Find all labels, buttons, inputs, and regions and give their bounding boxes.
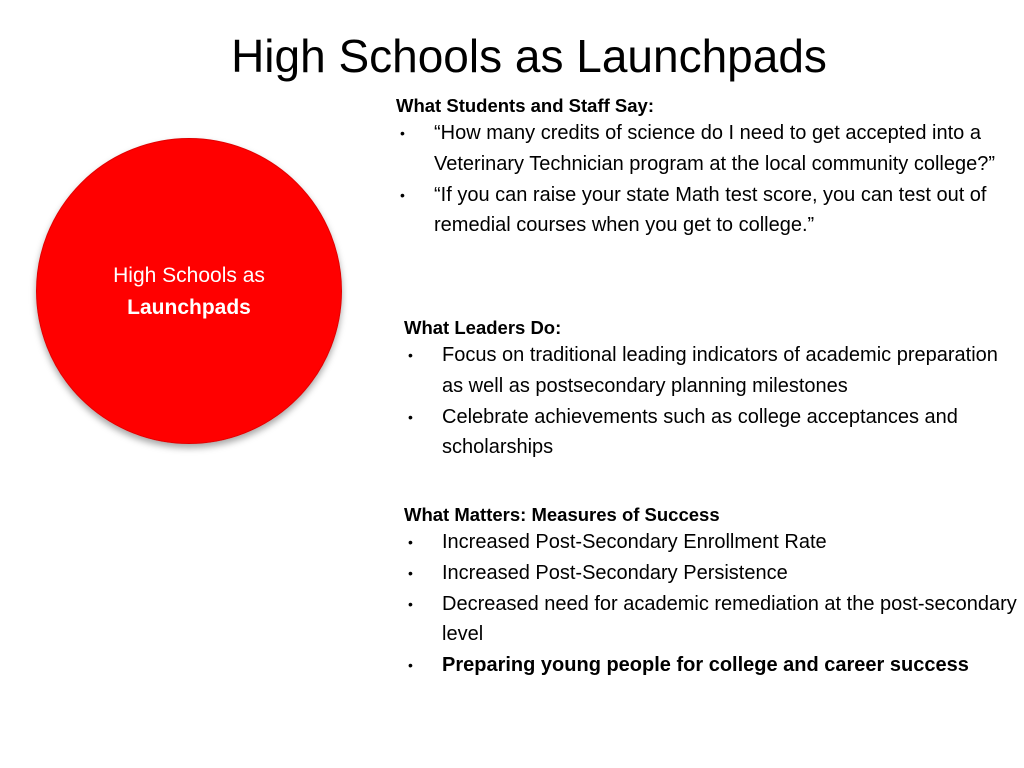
circle-label-line2: Launchpads bbox=[127, 296, 251, 319]
list-item bbox=[404, 589, 1024, 651]
bullet-icon: • bbox=[400, 125, 405, 141]
bullet-icon: • bbox=[408, 534, 413, 550]
measures-list bbox=[404, 527, 1024, 681]
students-staff-heading: What Students and Staff Say: bbox=[396, 95, 654, 116]
circle-label bbox=[36, 260, 342, 324]
bullet-text: Celebrate achievements such as college acceptances and scholarships bbox=[442, 405, 958, 459]
bullet-text: “How many credits of science do I need to get accepted into a Veterinary Technician program at the local community college?” bbox=[434, 122, 996, 175]
bullet-icon: • bbox=[408, 657, 413, 674]
bullet-icon: • bbox=[408, 564, 413, 581]
measures-section bbox=[404, 503, 1024, 681]
bullet-text: Increased Post-Secondary Enrollment Rate bbox=[442, 531, 827, 553]
list-item bbox=[404, 558, 1024, 589]
students-staff-section bbox=[396, 94, 996, 241]
list-item bbox=[404, 402, 1004, 464]
list-item bbox=[396, 180, 996, 242]
leaders-heading: What Leaders Do: bbox=[404, 317, 562, 338]
slide-title: High Schools as Launchpads bbox=[231, 30, 827, 82]
bullet-icon: • bbox=[408, 347, 413, 363]
bullet-text: “If you can raise your state Math test score, you can test out of remedial courses when you get to college.” bbox=[434, 183, 987, 237]
bullet-icon: • bbox=[408, 595, 413, 612]
measures-heading: What Matters: Measures of Success bbox=[404, 504, 720, 525]
bullet-text: Focus on traditional leading indicators of academic preparation as well as postsecondary planning milestones bbox=[442, 344, 998, 397]
list-item bbox=[404, 527, 1024, 558]
list-item bbox=[396, 118, 996, 180]
list-item bbox=[404, 340, 1004, 402]
circle-label-line1: High Schools as bbox=[113, 264, 265, 287]
leaders-section bbox=[404, 316, 1004, 463]
students-staff-list bbox=[396, 118, 996, 241]
bullet-text: Decreased need for academic remediation at the post-secondary level bbox=[442, 592, 1017, 646]
leaders-list bbox=[404, 340, 1004, 463]
bullet-icon: • bbox=[408, 408, 413, 425]
bullet-text: Increased Post-Secondary Persistence bbox=[442, 561, 788, 584]
bullet-text: Preparing young people for college and career success bbox=[442, 654, 969, 677]
list-item bbox=[404, 650, 1024, 681]
bullet-icon: • bbox=[400, 186, 405, 203]
